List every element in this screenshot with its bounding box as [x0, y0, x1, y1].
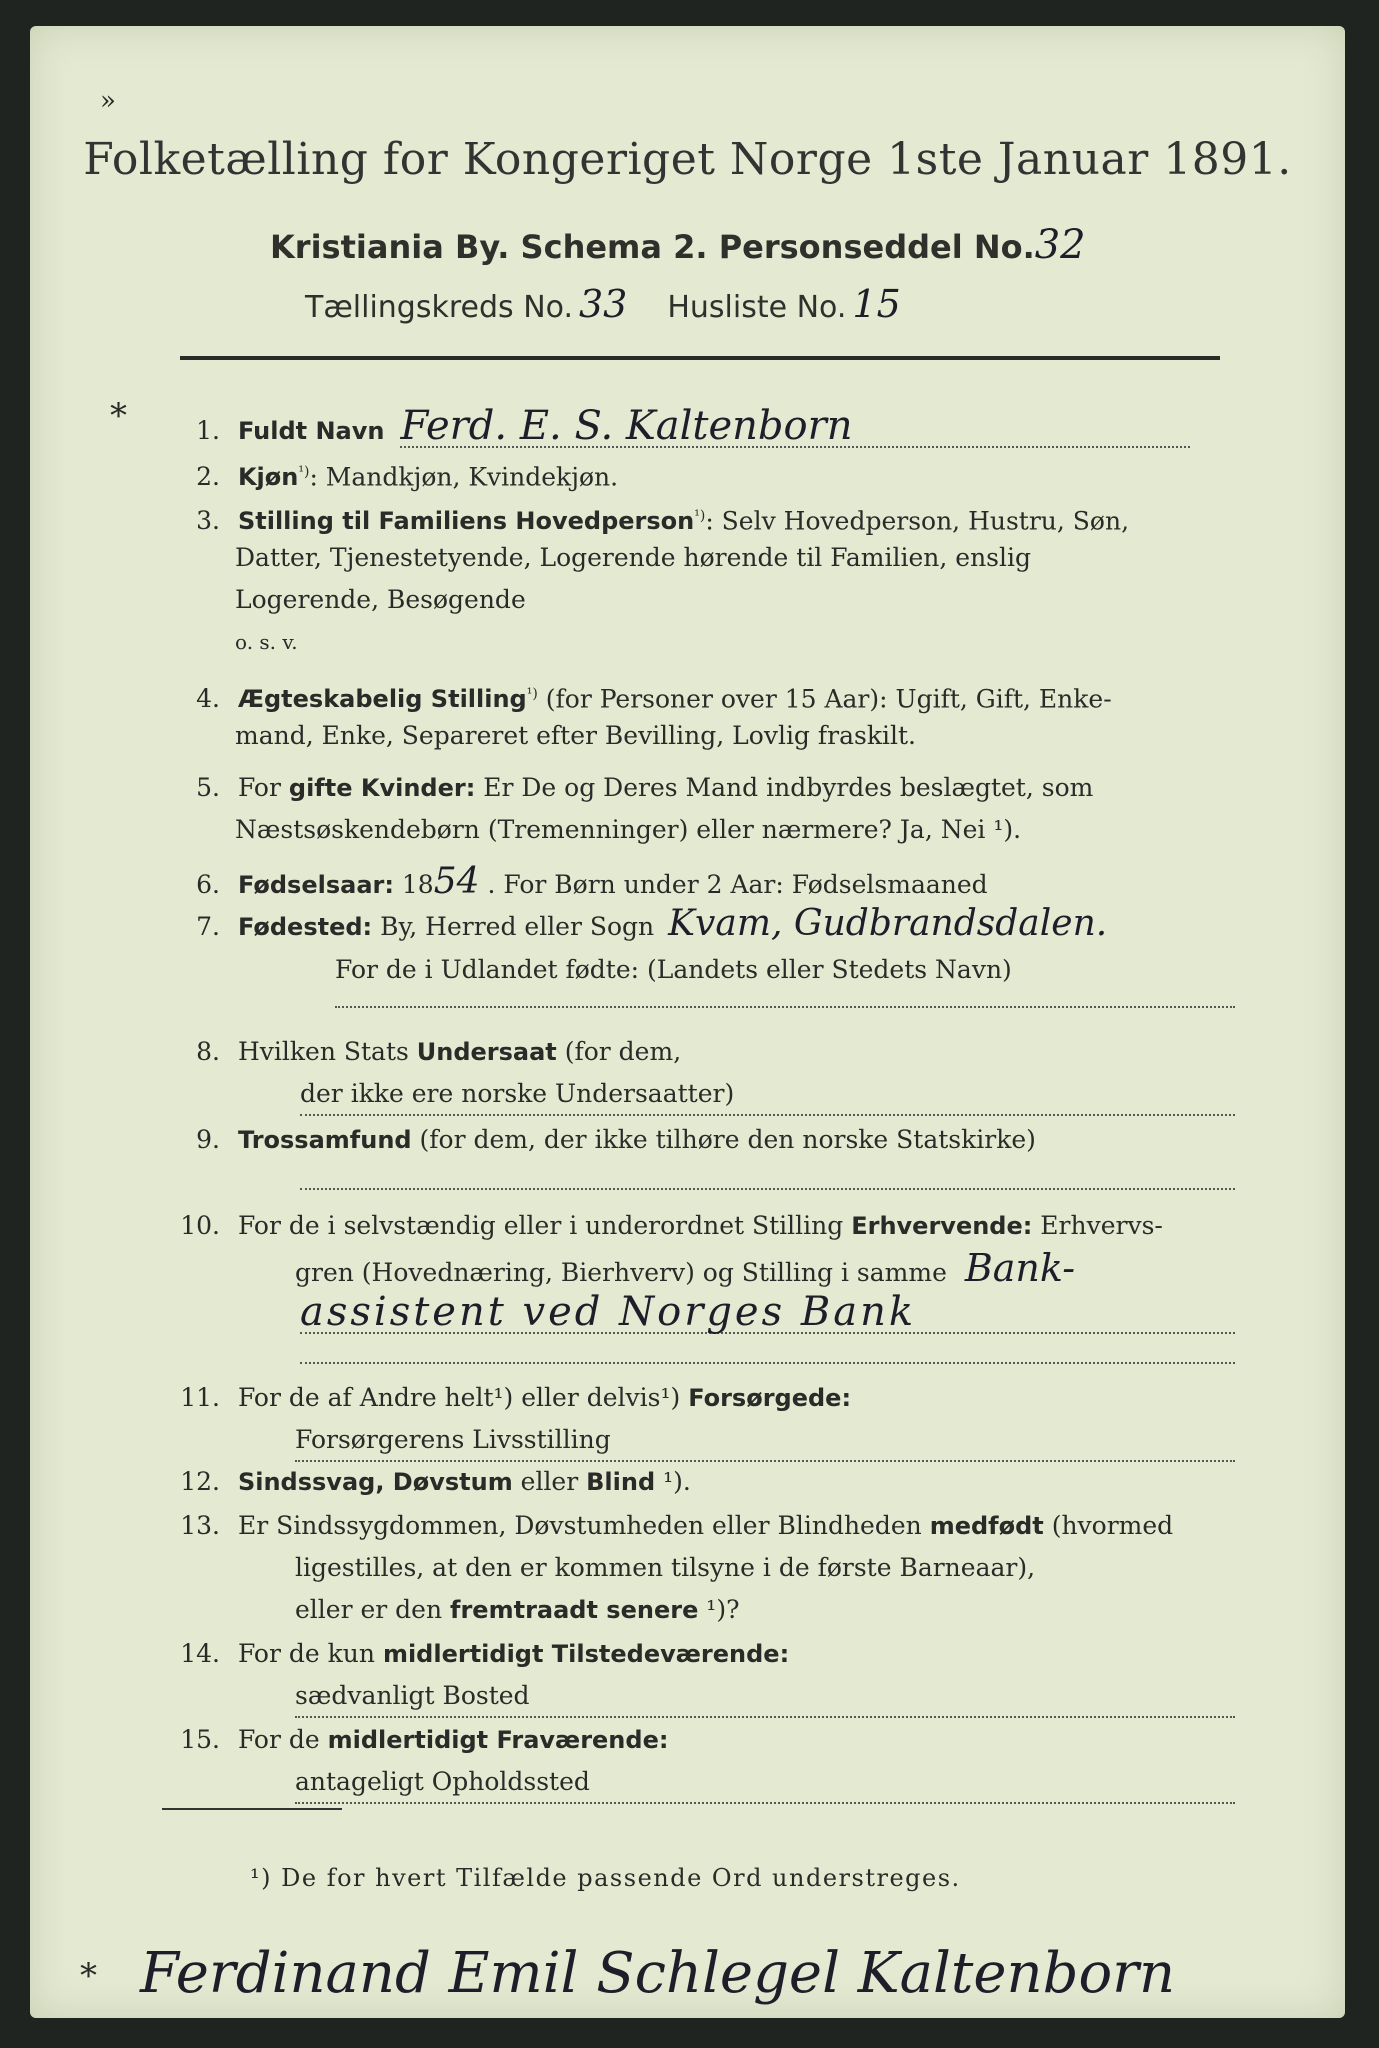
item-number: 10. — [180, 1211, 220, 1240]
birthplace-value: Kvam, Gudbrandsdalen. — [668, 903, 1108, 944]
item-label: midlertidigt Tilstedeværende: — [382, 1640, 790, 1668]
form-title: Folketælling for Kongeriget Norge 1ste Januar 1891. — [83, 134, 1292, 185]
item-4 — [180, 674, 1240, 719]
census-form-sheet — [30, 26, 1345, 2018]
footnote-ref: ¹) — [526, 686, 538, 702]
star-mark: * — [80, 1956, 97, 1996]
item-11 — [180, 1378, 851, 1418]
item-9 — [180, 1120, 1240, 1160]
item-label: Sindssvag, Døvstum — [237, 1468, 513, 1496]
header-rule — [180, 356, 1220, 360]
item-label: Fødselsaar: — [237, 871, 394, 899]
item-3-line-4: o. s. v. — [235, 630, 298, 654]
item-label: Stilling til Familiens Hovedperson — [237, 507, 695, 536]
dotted-line — [300, 1362, 1235, 1364]
item-10-line-3 — [300, 1289, 1310, 1337]
item-8-line-2 — [300, 1074, 1235, 1116]
item-text: (for Personer over 15 Aar): Ugift, Gift, Enke- — [537, 684, 1112, 714]
item-4-line-2: mand, Enke, Separeret efter Bevilling, Lovlig fraskilt. — [235, 721, 916, 750]
star-mark: * — [110, 396, 127, 436]
item-2 — [180, 452, 618, 497]
item-text: eller — [512, 1467, 587, 1496]
item-1 — [180, 403, 1230, 451]
item-label: Fødested: — [237, 913, 373, 941]
dotted-line — [335, 1006, 1235, 1008]
occupation-value-1: Bank- — [964, 1246, 1076, 1290]
subtitle-prefix: Kristiania By. Schema 2. Personseddel No. — [270, 228, 1035, 266]
item-10 — [180, 1206, 1250, 1246]
footnote-ref: ¹). — [655, 1467, 691, 1496]
item-text: Hvilken Stats — [237, 1037, 417, 1066]
taellingskreds-label: Tællingskreds No. — [305, 290, 573, 325]
dotted-line — [300, 1188, 1235, 1190]
item-label: Ægteskabelig Stilling — [237, 685, 527, 714]
birth-year-value: 54 — [433, 861, 480, 902]
item-number: 11. — [180, 1383, 220, 1412]
item-label: gifte Kvinder: — [288, 774, 476, 802]
form-subtitle-2 — [305, 282, 901, 326]
item-label: Undersaat — [416, 1038, 557, 1066]
corner-mark: » — [100, 86, 116, 116]
item-text: Erhvervs- — [1032, 1211, 1163, 1240]
item-label: Erhvervende: — [851, 1212, 1033, 1240]
taellingskreds-number: 33 — [579, 282, 628, 326]
item-3-line-2: Datter, Tjenestetyende, Logerende hørende til Familien, enslig — [235, 543, 1032, 572]
item-text: : Selv Hovedperson, Hustru, Søn, — [705, 506, 1130, 536]
item-number: 4. — [196, 684, 220, 714]
item-number: 12. — [180, 1467, 220, 1496]
item-6 — [180, 862, 1240, 905]
item-text: (for dem, — [556, 1037, 682, 1066]
item-text: . For Børn under 2 Aar: Fødselsmaaned — [479, 870, 988, 899]
item-label: Blind — [586, 1468, 656, 1496]
item-text: By, Herred eller Sogn — [372, 912, 655, 941]
item-15-line-2 — [295, 1762, 1235, 1804]
item-text: Er De og Deres Mand indbyrdes beslægtet, som — [475, 773, 1094, 802]
item-label: fremtraadt senere — [450, 1596, 699, 1624]
item-5 — [180, 768, 1240, 808]
item-7-line-2: For de i Udlandet fødte: (Landets eller Stedets Navn) — [335, 955, 1012, 984]
item-5-line-2: Næstsøskendebørn (Tremenninger) eller nærmere? Ja, Nei ¹). — [235, 815, 1022, 844]
item-11-line-2 — [295, 1420, 1235, 1462]
item-label: Forsørgede: — [688, 1384, 852, 1412]
year-prefix: 18 — [393, 870, 434, 899]
item-text: gren (Hovednæring, Bierhverv) og Stilling i samme — [295, 1258, 947, 1287]
husliste-number: 15 — [852, 282, 901, 326]
item-number: 1. — [196, 416, 220, 445]
footnote-rule — [162, 1808, 342, 1810]
item-text: (hvormed — [1043, 1511, 1174, 1540]
item-label: medfødt — [929, 1512, 1044, 1540]
full-name-value: Ferd. E. S. Kaltenborn — [400, 406, 1190, 448]
signature: Ferdinand Emil Schlegel Kaltenborn — [140, 1941, 1176, 2006]
husliste-label: Husliste No. — [667, 290, 847, 325]
item-number: 13. — [180, 1511, 220, 1540]
item-text: For de kun — [237, 1639, 383, 1668]
item-label: midlertidigt Fraværende: — [327, 1726, 669, 1754]
item-14-line-2 — [295, 1676, 1235, 1718]
item-number: 15. — [180, 1725, 220, 1754]
item-text: eller er den — [295, 1595, 451, 1624]
item-number: 3. — [196, 506, 220, 536]
item-text: For de af Andre helt¹) eller delvis¹) — [237, 1383, 689, 1412]
item-13-line-3 — [295, 1590, 739, 1630]
item-number: 5. — [196, 773, 220, 802]
item-13-line-2: ligestilles, at den er kommen tilsyne i de første Barneaar), — [295, 1553, 1036, 1582]
item-label: Kjøn — [237, 463, 299, 492]
footnote-ref: ¹) — [694, 508, 706, 524]
item-text: (for dem, der ikke tilhøre den norske Statskirke) — [411, 1125, 1036, 1154]
item-number: 7. — [196, 912, 220, 941]
item-number: 14. — [180, 1639, 220, 1668]
item-text: der ikke ere norske Undersaatter) — [300, 1074, 1235, 1116]
item-3 — [180, 496, 1240, 541]
item-text: ¹)? — [698, 1595, 740, 1624]
footnote-ref: ¹) — [298, 464, 310, 480]
item-text: For — [237, 773, 289, 802]
item-text: Forsørgerens Livsstilling — [295, 1420, 1235, 1462]
item-text: Er Sindssygdommen, Døvstumheden eller Blindheden — [237, 1511, 930, 1540]
item-13 — [180, 1506, 1250, 1546]
item-label: Fuldt Navn — [237, 417, 385, 445]
item-3-line-3: Logerende, Besøgende — [235, 585, 526, 614]
item-8 — [180, 1032, 681, 1072]
item-text: For de — [237, 1725, 328, 1754]
item-number: 8. — [196, 1037, 220, 1066]
item-text: : Mandkjøn, Kvindekjøn. — [309, 462, 619, 492]
item-text: For de i selvstændig eller i underordnet Stilling — [237, 1211, 852, 1240]
item-10-line-2 — [295, 1248, 1295, 1293]
footnote: ¹) De for hvert Tilfælde passende Ord understreges. — [250, 1864, 961, 1892]
personseddel-number: 32 — [1034, 222, 1086, 268]
item-number: 6. — [196, 870, 220, 899]
item-text: sædvanligt Bosted — [295, 1676, 1235, 1718]
item-7 — [180, 904, 1310, 947]
item-number: 9. — [196, 1125, 220, 1154]
item-number: 2. — [196, 462, 220, 492]
item-15 — [180, 1720, 668, 1760]
item-label: Trossamfund — [237, 1126, 412, 1154]
item-14 — [180, 1634, 789, 1674]
item-text: antageligt Opholdssted — [295, 1762, 1235, 1804]
form-subtitle — [270, 222, 1086, 268]
occupation-value-2: assistent ved Norges Bank — [300, 1292, 1235, 1334]
item-12 — [180, 1462, 691, 1502]
